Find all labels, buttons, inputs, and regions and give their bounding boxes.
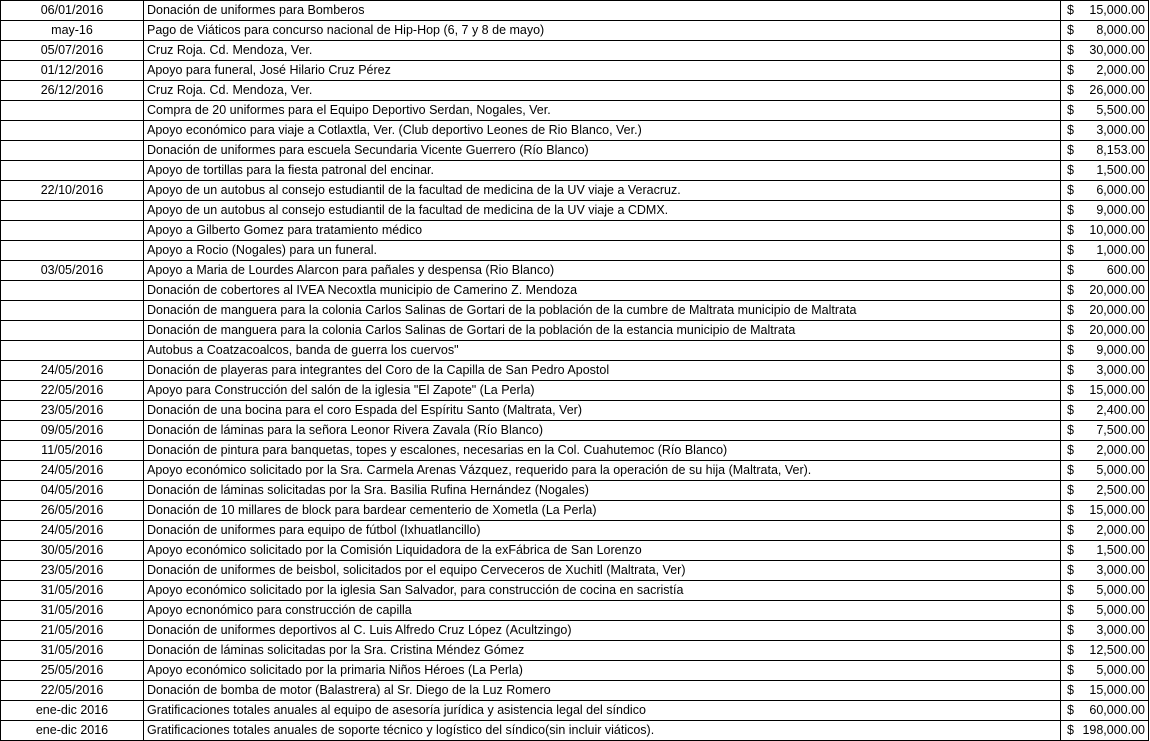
row-amount-cell [1061,561,1149,581]
row-amount-cell [1061,441,1149,461]
currency-symbol: $ [1067,203,1074,217]
row-amount: 600.00 [1106,263,1145,277]
row-description: Apoyo ecnonómico para construcción de capilla [144,601,1061,621]
row-description: Donación de uniformes para equipo de fútbol (Ixhuatlancillo) [144,521,1061,541]
table-row [1,361,1149,381]
row-amount-cell [1061,241,1149,261]
row-date: 24/05/2016 [1,461,144,481]
row-description: Apoyo económico solicitado por la Comisión Liquidadora de la exFábrica de San Lorenzo [144,541,1061,561]
row-description: Apoyo para Construcción del salón de la iglesia "El Zapote" (La Perla) [144,381,1061,401]
currency-symbol: $ [1067,723,1074,737]
currency-symbol: $ [1067,543,1074,557]
row-date: 01/12/2016 [1,61,144,81]
row-date: 23/05/2016 [1,401,144,421]
currency-symbol: $ [1067,403,1074,417]
currency-symbol: $ [1067,323,1074,337]
row-date: 26/05/2016 [1,501,144,521]
row-date: 21/05/2016 [1,621,144,641]
currency-symbol: $ [1067,63,1074,77]
currency-symbol: $ [1067,503,1074,517]
row-amount: 8,153.00 [1096,143,1145,157]
table-row [1,321,1149,341]
row-description: Donación de uniformes para escuela Secundaria Vicente Guerrero (Río Blanco) [144,141,1061,161]
row-amount: 9,000.00 [1096,203,1145,217]
row-description: Apoyo a Rocio (Nogales) para un funeral. [144,241,1061,261]
row-amount-cell [1061,341,1149,361]
row-amount: 15,000.00 [1089,383,1145,397]
table-row [1,421,1149,441]
table-row [1,41,1149,61]
row-amount-cell [1061,601,1149,621]
row-description: Donación de playeras para integrantes del Coro de la Capilla de San Pedro Apostol [144,361,1061,381]
row-amount: 5,000.00 [1096,603,1145,617]
currency-symbol: $ [1067,143,1074,157]
row-date: 30/05/2016 [1,541,144,561]
row-description: Donación de láminas solicitadas por la Sra. Cristina Méndez Gómez [144,641,1061,661]
row-amount: 1,500.00 [1096,543,1145,557]
row-amount-cell [1061,41,1149,61]
row-date: 03/05/2016 [1,261,144,281]
row-amount: 2,000.00 [1096,523,1145,537]
row-description: Donación de láminas para la señora Leonor Rivera Zavala (Río Blanco) [144,421,1061,441]
table-row [1,641,1149,661]
row-date [1,301,144,321]
table-row [1,261,1149,281]
table-row [1,541,1149,561]
currency-symbol: $ [1067,263,1074,277]
row-amount: 2,000.00 [1096,63,1145,77]
row-amount-cell [1061,181,1149,201]
row-description: Donación de manguera para la colonia Carlos Salinas de Gortari de la población de la cumbre de Maltrata municipio de Maltrata [144,301,1061,321]
row-description: Apoyo para funeral, José Hilario Cruz Pérez [144,61,1061,81]
row-date [1,221,144,241]
currency-symbol: $ [1067,623,1074,637]
row-amount-cell [1061,461,1149,481]
row-date [1,321,144,341]
row-description: Apoyo de un autobus al consejo estudiantil de la facultad de medicina de la UV viaje a CDMX. [144,201,1061,221]
table-row [1,61,1149,81]
table-row [1,121,1149,141]
row-amount: 198,000.00 [1082,723,1145,737]
row-date [1,341,144,361]
row-date: 11/05/2016 [1,441,144,461]
table-row [1,441,1149,461]
row-date: 24/05/2016 [1,521,144,541]
row-description: Compra de 20 uniformes para el Equipo Deportivo Serdan, Nogales, Ver. [144,101,1061,121]
row-amount-cell [1061,421,1149,441]
table-row [1,521,1149,541]
row-date: 31/05/2016 [1,601,144,621]
row-amount-cell [1061,401,1149,421]
table-row [1,401,1149,421]
table-row [1,161,1149,181]
row-amount-cell [1061,121,1149,141]
expenses-table-body [1,1,1149,741]
currency-symbol: $ [1067,283,1074,297]
row-amount-cell [1061,21,1149,41]
row-date: 05/07/2016 [1,41,144,61]
currency-symbol: $ [1067,43,1074,57]
row-description: Donación de láminas solicitadas por la Sra. Basilia Rufina Hernández (Nogales) [144,481,1061,501]
row-description: Donación de pintura para banquetas, topes y escalones, necesarias en la Col. Cuahutemoc (Río Blanco) [144,441,1061,461]
row-amount-cell [1061,221,1149,241]
currency-symbol: $ [1067,23,1074,37]
row-description: Pago de Viáticos para concurso nacional de Hip-Hop (6, 7 y 8 de mayo) [144,21,1061,41]
row-amount-cell [1061,101,1149,121]
table-row [1,341,1149,361]
row-date [1,101,144,121]
row-amount: 5,500.00 [1096,103,1145,117]
currency-symbol: $ [1067,703,1074,717]
row-amount: 1,500.00 [1096,163,1145,177]
row-description: Apoyo económico solicitado por la iglesia San Salvador, para construcción de cocina en sacristía [144,581,1061,601]
row-amount: 2,500.00 [1096,483,1145,497]
row-amount-cell [1061,721,1149,741]
row-amount-cell [1061,481,1149,501]
row-date [1,201,144,221]
row-date [1,161,144,181]
table-row [1,101,1149,121]
row-description: Apoyo económico solicitado por la primaria Niños Héroes (La Perla) [144,661,1061,681]
row-amount-cell [1061,301,1149,321]
row-date: 22/10/2016 [1,181,144,201]
row-amount-cell [1061,161,1149,181]
row-amount: 10,000.00 [1089,223,1145,237]
row-amount: 8,000.00 [1096,23,1145,37]
row-amount-cell [1061,681,1149,701]
row-amount-cell [1061,701,1149,721]
row-date: ene-dic 2016 [1,721,144,741]
row-description: Apoyo económico solicitado por la Sra. Carmela Arenas Vázquez, requerido para la operación de su hija (Maltrata, Ver). [144,461,1061,481]
row-description: Gratificaciones totales anuales al equipo de asesoría jurídica y asistencia legal del síndico [144,701,1061,721]
row-date: 31/05/2016 [1,641,144,661]
row-amount-cell [1061,201,1149,221]
currency-symbol: $ [1067,183,1074,197]
row-amount: 3,000.00 [1096,563,1145,577]
row-date [1,241,144,261]
row-amount: 3,000.00 [1096,623,1145,637]
table-row [1,281,1149,301]
table-row [1,181,1149,201]
row-amount-cell [1061,641,1149,661]
row-amount-cell [1061,61,1149,81]
row-amount-cell [1061,521,1149,541]
row-amount: 9,000.00 [1096,343,1145,357]
table-row [1,141,1149,161]
row-description: Donación de 10 millares de block para bardear cementerio de Xometla (La Perla) [144,501,1061,521]
row-date: 26/12/2016 [1,81,144,101]
table-row [1,221,1149,241]
row-description: Gratificaciones totales anuales de soporte técnico y logístico del síndico(sin incluir viáticos). [144,721,1061,741]
currency-symbol: $ [1067,103,1074,117]
row-date: 22/05/2016 [1,381,144,401]
row-amount-cell [1061,621,1149,641]
table-row [1,241,1149,261]
row-amount-cell [1061,661,1149,681]
row-amount: 7,500.00 [1096,423,1145,437]
row-description: Donación de uniformes deportivos al C. Luis Alfredo Cruz López (Acultzingo) [144,621,1061,641]
currency-symbol: $ [1067,363,1074,377]
table-row [1,301,1149,321]
row-amount: 3,000.00 [1096,363,1145,377]
currency-symbol: $ [1067,383,1074,397]
currency-symbol: $ [1067,343,1074,357]
row-amount: 1,000.00 [1096,243,1145,257]
table-row [1,581,1149,601]
currency-symbol: $ [1067,603,1074,617]
currency-symbol: $ [1067,163,1074,177]
currency-symbol: $ [1067,303,1074,317]
currency-symbol: $ [1067,243,1074,257]
row-amount: 30,000.00 [1089,43,1145,57]
row-description: Donación de cobertores al IVEA Necoxtla municipio de Camerino Z. Mendoza [144,281,1061,301]
row-amount-cell [1061,501,1149,521]
table-row [1,1,1149,21]
table-row [1,201,1149,221]
row-amount: 3,000.00 [1096,123,1145,137]
row-date: 24/05/2016 [1,361,144,381]
row-date: 04/05/2016 [1,481,144,501]
row-date [1,121,144,141]
row-amount: 60,000.00 [1089,703,1145,717]
row-description: Donación de una bocina para el coro Espada del Espíritu Santo (Maltrata, Ver) [144,401,1061,421]
table-row [1,21,1149,41]
row-date: 23/05/2016 [1,561,144,581]
row-amount-cell [1061,581,1149,601]
row-amount: 20,000.00 [1089,323,1145,337]
row-description: Cruz Roja. Cd. Mendoza, Ver. [144,41,1061,61]
row-amount-cell [1061,1,1149,21]
row-date: ene-dic 2016 [1,701,144,721]
currency-symbol: $ [1067,223,1074,237]
currency-symbol: $ [1067,483,1074,497]
table-row [1,701,1149,721]
table-row [1,621,1149,641]
row-date: 06/01/2016 [1,1,144,21]
table-row [1,481,1149,501]
row-amount: 5,000.00 [1096,583,1145,597]
row-description: Donación de uniformes de beisbol, solicitados por el equipo Cerveceros de Xuchitl (Maltrata, Ver) [144,561,1061,581]
row-description: Apoyo económico para viaje a Cotlaxtla, Ver. (Club deportivo Leones de Rio Blanco, Ver.) [144,121,1061,141]
row-description: Donación de uniformes para Bomberos [144,1,1061,21]
table-row [1,461,1149,481]
table-row [1,721,1149,741]
currency-symbol: $ [1067,83,1074,97]
currency-symbol: $ [1067,423,1074,437]
row-amount: 15,000.00 [1089,503,1145,517]
row-amount-cell [1061,541,1149,561]
row-amount-cell [1061,381,1149,401]
row-description: Donación de bomba de motor (Balastrera) al Sr. Diego de la Luz Romero [144,681,1061,701]
currency-symbol: $ [1067,443,1074,457]
row-date: 31/05/2016 [1,581,144,601]
row-amount: 12,500.00 [1089,643,1145,657]
row-amount-cell [1061,321,1149,341]
row-amount: 15,000.00 [1089,3,1145,17]
currency-symbol: $ [1067,463,1074,477]
row-date [1,281,144,301]
table-row [1,601,1149,621]
row-amount-cell [1061,141,1149,161]
row-amount-cell [1061,361,1149,381]
currency-symbol: $ [1067,523,1074,537]
row-amount-cell [1061,261,1149,281]
table-row [1,501,1149,521]
row-date: may-16 [1,21,144,41]
currency-symbol: $ [1067,643,1074,657]
row-date: 09/05/2016 [1,421,144,441]
row-amount-cell [1061,281,1149,301]
row-description: Apoyo a Maria de Lourdes Alarcon para pañales y despensa (Rio Blanco) [144,261,1061,281]
currency-symbol: $ [1067,683,1074,697]
row-description: Cruz Roja. Cd. Mendoza, Ver. [144,81,1061,101]
currency-symbol: $ [1067,663,1074,677]
table-row [1,661,1149,681]
row-amount: 6,000.00 [1096,183,1145,197]
row-description: Apoyo de un autobus al consejo estudiantil de la facultad de medicina de la UV viaje a Veracruz. [144,181,1061,201]
row-description: Autobus a Coatzacoalcos, banda de guerra los cuervos" [144,341,1061,361]
row-date [1,141,144,161]
row-amount: 5,000.00 [1096,463,1145,477]
row-date: 25/05/2016 [1,661,144,681]
row-description: Apoyo de tortillas para la fiesta patronal del encinar. [144,161,1061,181]
table-row [1,81,1149,101]
row-amount: 2,400.00 [1096,403,1145,417]
table-row [1,561,1149,581]
currency-symbol: $ [1067,563,1074,577]
currency-symbol: $ [1067,123,1074,137]
currency-symbol: $ [1067,3,1074,17]
table-row [1,381,1149,401]
row-amount: 20,000.00 [1089,303,1145,317]
row-amount-cell [1061,81,1149,101]
row-description: Donación de manguera para la colonia Carlos Salinas de Gortari de la población de la estancia municipio de Maltrata [144,321,1061,341]
row-amount: 2,000.00 [1096,443,1145,457]
table-row [1,681,1149,701]
row-date: 22/05/2016 [1,681,144,701]
row-amount: 20,000.00 [1089,283,1145,297]
row-amount: 26,000.00 [1089,83,1145,97]
row-description: Apoyo a Gilberto Gomez para tratamiento médico [144,221,1061,241]
row-amount: 15,000.00 [1089,683,1145,697]
row-amount: 5,000.00 [1096,663,1145,677]
currency-symbol: $ [1067,583,1074,597]
